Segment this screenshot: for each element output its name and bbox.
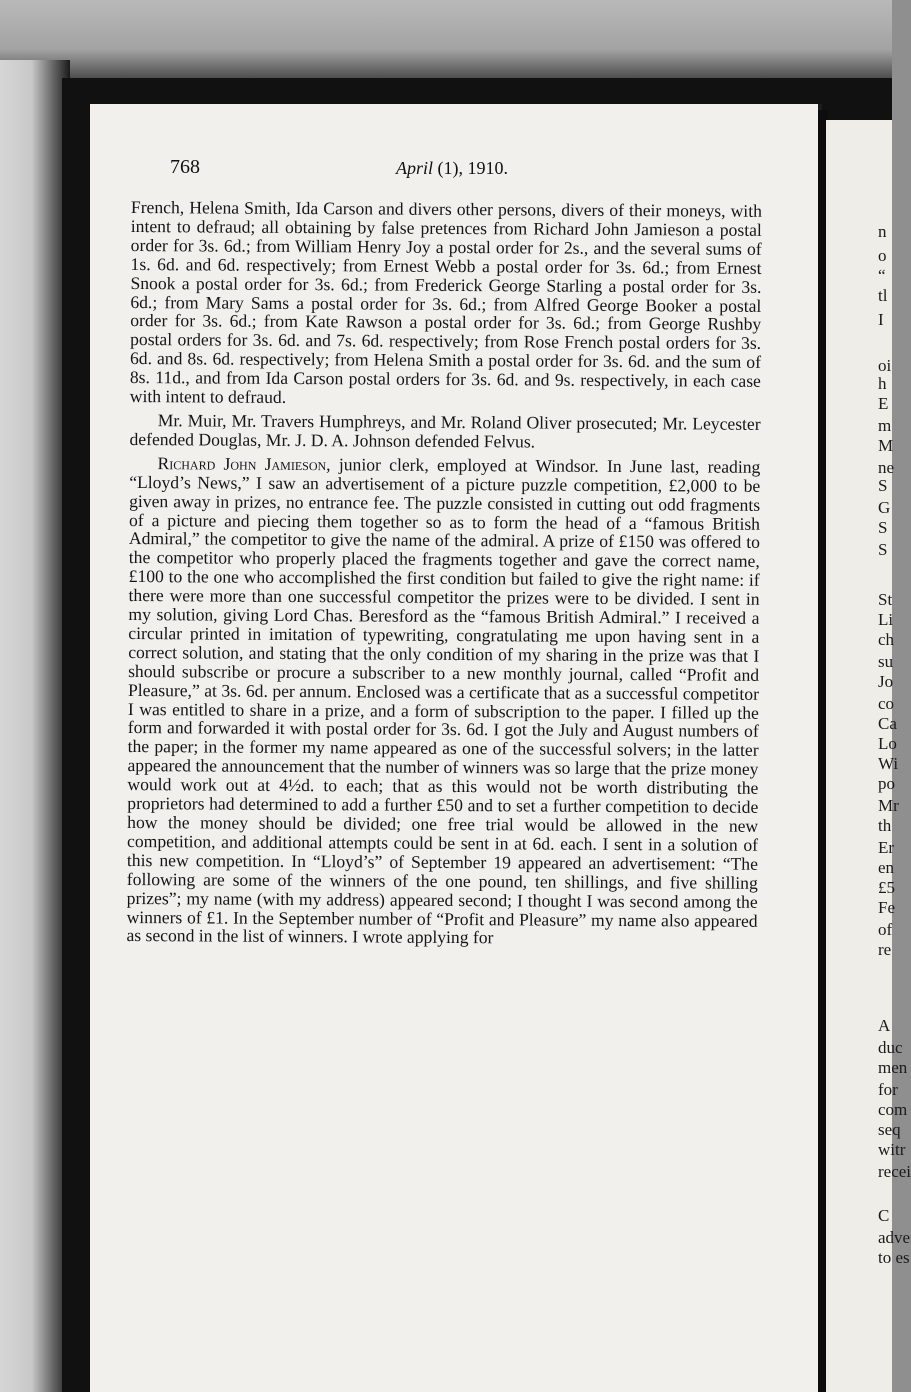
adjacent-page-fragment: co	[878, 694, 895, 713]
adjacent-page-fragment: Li	[878, 610, 894, 629]
adjacent-page-fragment: M	[878, 436, 894, 455]
adjacent-page-fragment: I	[878, 310, 884, 329]
adjacent-page-fragment: “	[878, 266, 886, 285]
adjacent-page-fragment: po	[878, 774, 895, 793]
adjacent-page-fragment: recei	[878, 1162, 911, 1181]
book-page	[90, 104, 822, 1392]
adjacent-page-fragment: C	[878, 1206, 890, 1225]
adjacent-page-edge	[826, 120, 911, 1392]
adjacent-page-fragment: Wi	[878, 754, 899, 773]
adjacent-page-fragment: tl	[878, 286, 888, 305]
adjacent-page-fragment: Jo	[878, 672, 894, 691]
paragraph-charges: French, Helena Smith, Ida Carson and divers other persons, divers of their moneys, with intent to defraud; all obtaining by false pretences from Richard John Jamieson a postal order for 3s. 6d.; from William Henry Joy a postal order for 2s., and the several sums of 1s. 6d. and 6d. respectively; from Ernest Webb a postal order for 3s. 6d.; from Ernest Snook a postal order for 3s. 6d.; from Frederick George Starling a postal order for 3s. 6d.; from Mary Sams a postal order for 3s. 6d.; from Alfred George Booker a postal order for 3s. 6d.; from Kate Rawson a postal order for 3s. 6d.; from George Rushby postal orders for 3s. 6d. and 7s. 6d. respectively; from Rose French postal orders for 3s. 6d. and 8s. 6d. respectively; from Helena Smith a postal order for 3s. 6d. and the sum of 8s. 11d., and from Ida Carson postal orders for 3s. 6d. and 9s. respectively, in each case with intent to defraud.	[129, 197, 762, 408]
testimony-text: junior clerk, employed at Windsor. In June last, reading “Lloyd’s News,” I saw an advertisement of a picture puzzle competition, £2,000 to be given away in prizes, no entrance fee. The puzzle consisted in cutting out odd fragments of a picture and piecing them together so as to form the head of a “famous British Admiral,” the competitor to give the name of the admiral. A prize of £150 was offered to the competitor who properly placed the fragments together and gave the correct name, £100 to the one who accomplished the first condition but failed to give the right name: if there were more than one successful competitor the prizes were to be divided. I sent in my solution, giving Lord Chas. Beresford as the “famous British Admiral.” I received a circular printed in imitation of typewriting, congratulating me upon having sent in a correct solution, and stating that the only condition of my sharing in the prize was that I should subscribe or procure a subscriber to a new monthly journal, called “Profit and Pleasure,” at 3s. 6d. per annum. Enclosed was a certificate that as a successful competitor I was entitled to share in a prize, and a form of subscription to the paper. I filled up the form and forwarded it with postal order for 3s. 6d. I got the July and August numbers of the paper; in the former my name appeared as one of the successful solvers; in the latter appeared the announcement that the number of winners was so large that the prize money would work out at 4½d. to each; that as this would not be worth distributing the proprietors had determined to add a further £50 and to set a further competition to decide how the money should be divided; one free trial would be allowed in the new competition, and additional attempts could be sent in at 6d. each. I sent in a solution of this new competition. In “Lloyd’s” of September 19 appeared an advertisement: “The following are some of the winners of the one pound, ten shillings, and five shilling prizes”; my name (with my address) appeared second; I thought I was second among the winners of £1. In the September number of “Profit and Pleasure” my name also appeared as second in the list of winners. I wrote applying for	[126, 454, 761, 948]
adjacent-page-fragment: Er	[878, 838, 895, 857]
adjacent-page-fragment: ne	[878, 458, 895, 477]
witness-name: Richard John Jamieson,	[157, 452, 331, 475]
scan-top-margin	[0, 0, 892, 90]
adjacent-page-fragment: re	[878, 940, 892, 959]
page-number: 768	[170, 156, 200, 178]
adjacent-page-fragment: S	[878, 518, 888, 537]
adjacent-page-fragment: h	[878, 374, 887, 393]
adjacent-page-fragment: su	[878, 652, 894, 671]
adjacent-page-fragment: S	[878, 476, 888, 495]
adjacent-page-fragment: E	[878, 394, 889, 413]
adjacent-page-fragment: St	[878, 590, 893, 609]
adjacent-page-fragment: duc	[878, 1038, 903, 1057]
paragraph-counsel: Mr. Muir, Mr. Travers Humphreys, and Mr. Roland Oliver prosecuted; Mr. Leycester defended Douglas, Mr. J. D. A. Johnson defended Felvus.	[129, 410, 761, 452]
paragraph-testimony	[126, 454, 760, 949]
adjacent-page-fragment: Lo	[878, 734, 897, 753]
page-header	[146, 152, 566, 182]
adjacent-page-fragment: seq	[878, 1120, 901, 1139]
running-head-date: (1), 1910.	[433, 158, 509, 178]
adjacent-page-fragment: of	[878, 920, 893, 939]
adjacent-page-fragment: com	[878, 1100, 908, 1119]
scan-left-margin	[0, 60, 70, 1392]
adjacent-page-fragment: m	[878, 416, 892, 435]
running-head-month: April	[396, 158, 434, 178]
adjacent-page-fragment: th	[878, 816, 892, 835]
running-head	[396, 158, 508, 179]
adjacent-page-fragment: Ca	[878, 714, 897, 733]
adjacent-page-fragment: oi	[878, 356, 892, 375]
body-text	[126, 198, 762, 949]
adjacent-page-fragment: Fe	[878, 898, 895, 917]
adjacent-page-fragment: n	[878, 222, 887, 241]
adjacent-page-fragment: ch	[878, 630, 895, 649]
adjacent-page-fragment: G	[878, 498, 891, 517]
adjacent-page-fragment: men	[878, 1058, 908, 1077]
adjacent-page-fragment: £5	[878, 878, 895, 897]
adjacent-page-fragment: adve	[878, 1228, 911, 1247]
adjacent-page-fragment: A	[878, 1016, 891, 1035]
adjacent-page-fragment: Mr	[878, 796, 899, 815]
adjacent-page-fragment: for	[878, 1080, 898, 1099]
adjacent-page-fragment: to es	[878, 1248, 910, 1267]
adjacent-page-fragment: witr	[878, 1140, 906, 1159]
adjacent-page-fragment: o	[878, 246, 887, 265]
adjacent-page-fragment: S	[878, 540, 888, 559]
adjacent-page-fragment: en	[878, 858, 895, 877]
